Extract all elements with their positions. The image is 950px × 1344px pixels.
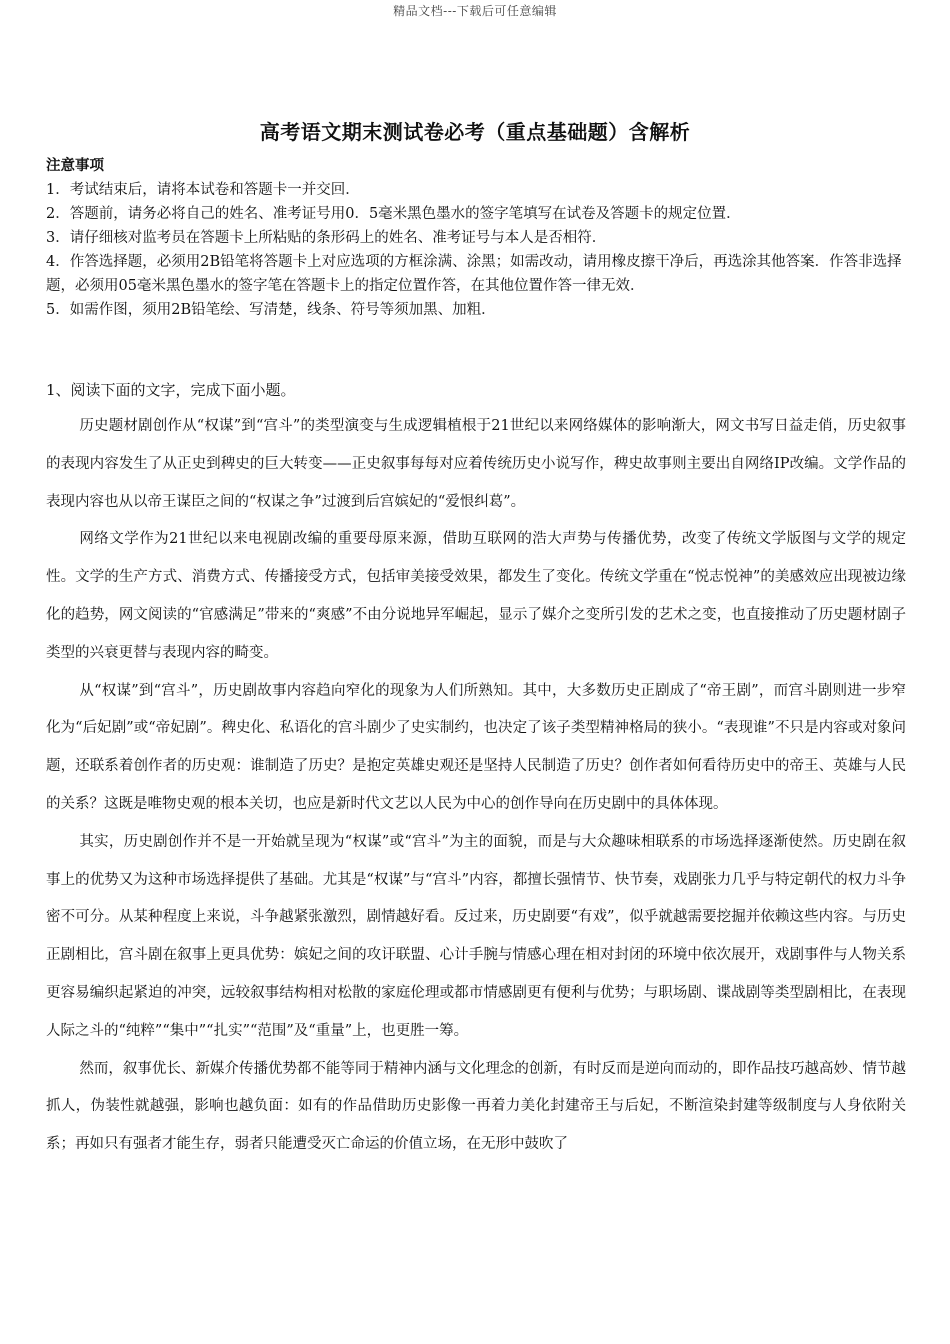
notice-section bbox=[46, 154, 906, 322]
passage-paragraph: 然而，叙事优长、新媒介传播优势都不能等同于精神内涵与文化理念的创新，有时反而是逆向而动的，即作品技巧越高妙、情节越抓人，伪装性就越强，影响也越负面：如有的作品借助历史影像一再着力美化封建帝王与后妃，不断渲染封建等级制度与人身依附关系；再如只有强者才能生存，弱者只能遭受灭亡命运的价值立场，在无形中鼓吹了 bbox=[46, 1060, 906, 1153]
passage-paragraph: 其实，历史剧创作并不是一开始就呈现为“权谋”或“宫斗”为主的面貌，而是与大众趣味相联系的市场选择逐渐使然。历史剧在叙事上的优势又为这种市场选择提供了基础。尤其是“权谋”与“宫斗”内容，都擅长强情节、快节奏，戏剧张力几乎与特定朝代的权力斗争密不可分。从某种程度上来说，斗争越紧张激烈，剧情越好看。反过来，历史剧要“有戏”，似乎就越需要挖掘并依赖这些内容。与历史正剧相比，宫斗剧在叙事上更具优势：嫔妃之间的攻讦联盟、心计手腕与情感心理在相对封闭的环境中依次展开，戏剧事件与人物关系更容易编织起紧迫的冲突，远较叙事结构相对松散的家庭伦理或都市情感剧更有便利与优势；与职场剧、谍战剧等类型剧相比，在表现人际之斗的“纯粹”“集中”“扎实”“范围”及“重量”上，也更胜一筹。 bbox=[46, 833, 906, 1039]
page-header: 精品文档---下载后可任意编辑 bbox=[393, 4, 557, 18]
notice-heading: 注意事项 bbox=[46, 157, 104, 174]
passage-paragraph: 网络文学作为21世纪以来电视剧改编的重要母原来源，借助互联网的浩大声势与传播优势，改变了传统文学版图与文学的规定性。文学的生产方式、消费方式、传播接受方式，包括审美接受效果，都发生了变化。传统文学重在“悦志悦神”的美感效应出现被边缘化的趋势，网文阅读的“官感满足”带来的“爽感”不由分说地异军崛起，显示了媒介之变所引发的艺术之变，也直接推动了历史题材剧子类型的兴衰更替与表现内容的畸变。 bbox=[46, 531, 906, 661]
reading-passage bbox=[46, 408, 906, 1164]
notice-item: 3．请仔细核对监考员在答题卡上所粘贴的条形码上的姓名、准考证号与本人是否相符． bbox=[46, 230, 607, 246]
document-title: 高考语文期末测试卷必考（重点基础题）含解析 bbox=[259, 120, 691, 144]
notice-item: 5．如需作图，须用2B铅笔绘、写清楚，线条、符号等须加黑、加粗． bbox=[46, 302, 496, 318]
question-prompt: 1、阅读下面的文字，完成下面小题。 bbox=[46, 381, 296, 399]
passage-paragraph: 历史题材剧创作从“权谋”到“宫斗”的类型演变与生成逻辑植根于21世纪以来网络媒体的影响渐大，网文书写日益走俏，历史叙事的表现内容发生了从正史到稗史的巨大转变——正史叙事每每对应着传统历史小说写作，稗史故事则主要出自网络IP改编。文学作品的表现内容也从以帝王谋臣之间的“权谋之争”过渡到后宫嫔妃的“爱恨纠葛”。 bbox=[46, 418, 906, 510]
passage-paragraph: 从“权谋”到“宫斗”，历史剧故事内容趋向窄化的现象为人们所熟知。其中，大多数历史正剧成了“帝王剧”，而宫斗剧则进一步窄化为“后妃剧”或“帝妃剧”。稗史化、私语化的宫斗剧少了史实制约，也决定了该子类型精神格局的狭小。“表现谁”不只是内容或对象问题，还联系着创作者的历史观：谁制造了历史？是抱定英雄史观还是坚持人民制造了历史？创作者如何看待历史中的帝王、英雄与人民的关系？这既是唯物史观的根本关切，也应是新时代文艺以人民为中心的创作导向在历史剧中的具体体现。 bbox=[46, 682, 906, 812]
notice-item: 1．考试结束后，请将本试卷和答题卡一并交回． bbox=[46, 182, 360, 198]
notice-item: 2．答题前，请务必将自己的姓名、准考证号用0．5毫米黑色墨水的签字笔填写在试卷及答题卡的规定位置． bbox=[46, 206, 741, 222]
notice-item: 4．作答选择题，必须用2B铅笔将答题卡上对应选项的方框涂满、涂黑；如需改动，请用橡皮擦干净后，再选涂其他答案．作答非选择题，必须用05毫米黑色墨水的签字笔在答题卡上的指定位置作答，在其他位置作答一律无效． bbox=[46, 254, 902, 294]
